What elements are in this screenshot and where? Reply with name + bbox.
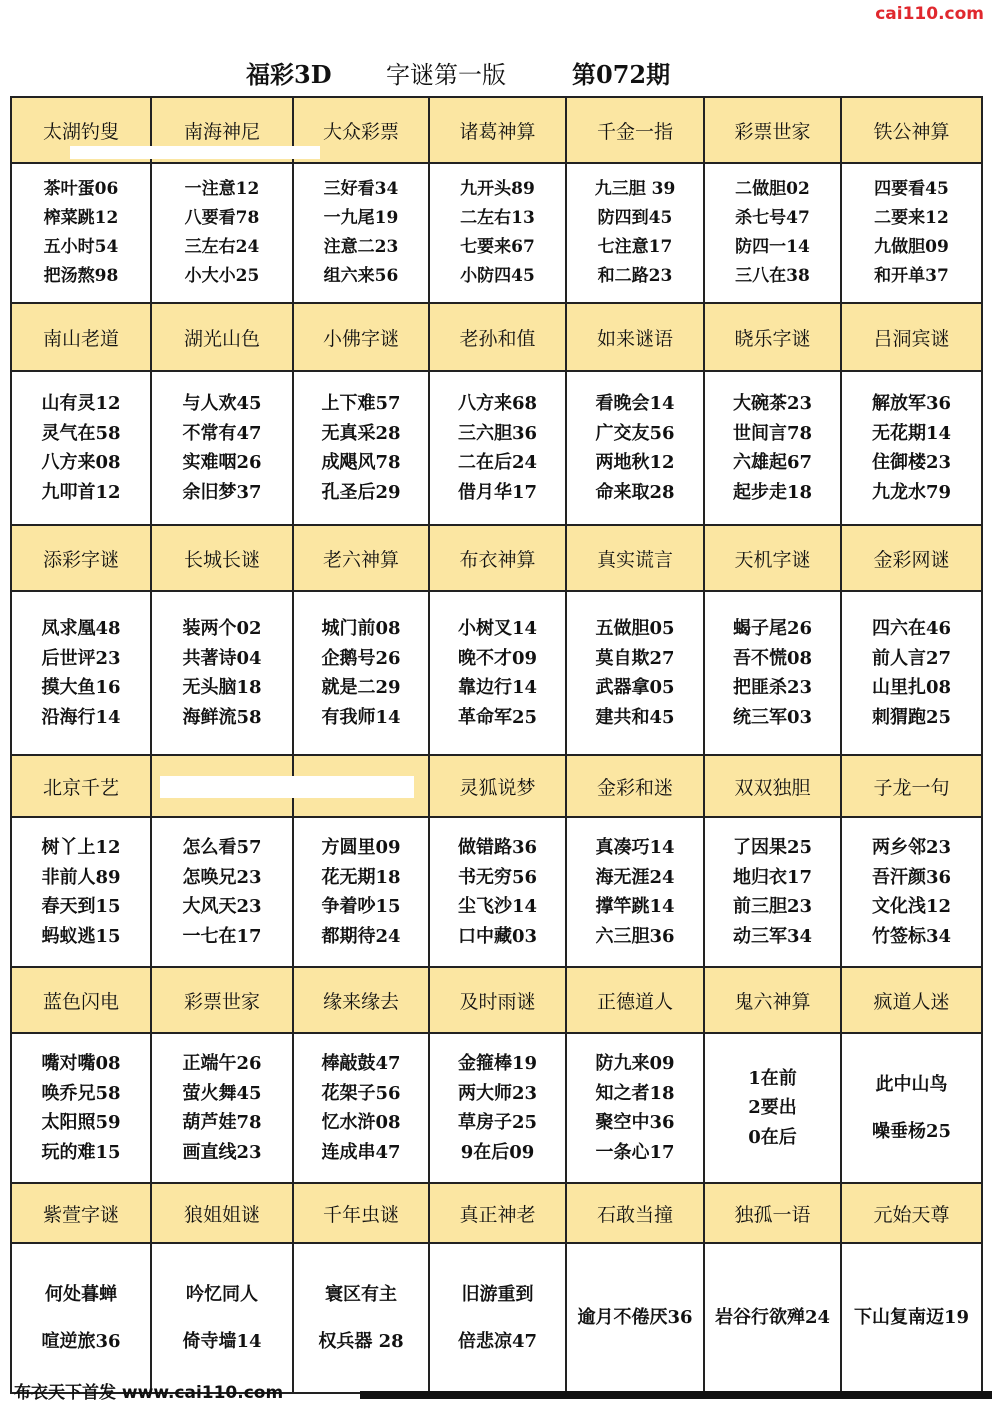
riddle-cell bbox=[12, 1244, 152, 1392]
riddle-line: 看晚会14 bbox=[595, 393, 675, 414]
riddle-line: 大风天23 bbox=[182, 896, 262, 917]
riddle-line: 把匪杀23 bbox=[732, 677, 813, 698]
riddle-cell bbox=[705, 1244, 842, 1392]
riddle-line: 两地秋12 bbox=[595, 452, 675, 473]
riddle-line: 金箍棒19 bbox=[457, 1053, 538, 1074]
header-row bbox=[12, 756, 981, 818]
riddle-line: 太阳照59 bbox=[41, 1112, 121, 1133]
riddle-line: 两大师23 bbox=[457, 1082, 538, 1104]
riddle-line: 动三军34 bbox=[732, 925, 813, 947]
riddle-cell bbox=[842, 164, 981, 302]
riddle-cell bbox=[430, 818, 567, 966]
riddle-line: 实难咽26 bbox=[182, 452, 262, 473]
riddle-line: 了因果25 bbox=[732, 837, 813, 858]
data-row bbox=[12, 372, 981, 526]
data-row bbox=[12, 592, 981, 756]
riddle-line: 九叩首12 bbox=[41, 481, 121, 503]
riddle-line: 春天到15 bbox=[41, 896, 121, 917]
column-header: 添彩字谜 bbox=[12, 526, 152, 590]
riddle-line: 9在后09 bbox=[460, 1141, 535, 1163]
riddle-cell bbox=[294, 164, 430, 302]
data-row bbox=[12, 1034, 981, 1184]
riddle-line: 方圆里09 bbox=[321, 837, 401, 858]
riddle-line: 成飓风78 bbox=[321, 452, 401, 473]
riddle-line: 八要看78 bbox=[184, 208, 260, 228]
riddle-line: 一注意12 bbox=[184, 179, 260, 199]
riddle-cell bbox=[842, 1034, 981, 1182]
riddle-cell bbox=[567, 1244, 705, 1392]
footer-rule bbox=[360, 1391, 992, 1399]
title-issue: 第072期 bbox=[572, 60, 671, 89]
riddle-line: 口中藏03 bbox=[457, 925, 538, 947]
riddle-line: 余旧梦37 bbox=[182, 481, 262, 503]
riddle-line: 海无涯24 bbox=[595, 866, 675, 888]
site-logo: cai110.com bbox=[875, 4, 984, 24]
riddle-line: 花架子56 bbox=[321, 1082, 401, 1104]
riddle-line: 把汤熬98 bbox=[43, 266, 119, 286]
riddle-line: 九三胆 39 bbox=[594, 179, 676, 199]
riddle-line: 四要看45 bbox=[874, 179, 949, 199]
column-header: 真正神老 bbox=[430, 1184, 567, 1242]
redaction-mark bbox=[160, 776, 414, 798]
riddle-line: 倚寺墙14 bbox=[182, 1331, 262, 1352]
riddle-line: 共著诗04 bbox=[182, 647, 262, 669]
riddle-line: 榨菜跳12 bbox=[43, 208, 119, 228]
riddle-line: 建共和45 bbox=[595, 706, 675, 728]
riddle-line: 借月华17 bbox=[457, 481, 538, 503]
riddle-line: 嘴对嘴08 bbox=[41, 1053, 121, 1074]
riddle-line: 无花期14 bbox=[871, 422, 952, 444]
riddle-line: 权兵器 28 bbox=[318, 1331, 404, 1352]
riddle-line: 山有灵12 bbox=[41, 393, 121, 414]
riddle-line: 非前人89 bbox=[41, 866, 121, 888]
riddle-line: 真凑巧14 bbox=[595, 837, 675, 858]
riddle-line: 组六来56 bbox=[323, 266, 399, 286]
riddle-cell bbox=[842, 592, 981, 754]
riddle-line: 山里扎08 bbox=[871, 677, 952, 698]
riddle-cell bbox=[152, 372, 294, 524]
column-header: 如来谜语 bbox=[567, 304, 705, 370]
column-header: 大众彩票 bbox=[294, 98, 430, 162]
riddle-line: 就是二29 bbox=[321, 677, 401, 698]
riddle-cell bbox=[842, 818, 981, 966]
riddle-line: 武器拿05 bbox=[595, 677, 675, 698]
riddle-line: 吟忆同人 bbox=[186, 1283, 258, 1305]
column-header: 紫萱字谜 bbox=[12, 1184, 152, 1242]
riddle-line: 树丫上12 bbox=[41, 837, 121, 858]
riddle-line: 三左右24 bbox=[184, 237, 260, 257]
riddle-line: 刺猬跑25 bbox=[871, 706, 952, 728]
riddle-cell bbox=[12, 592, 152, 754]
riddle-line: 茶叶蛋06 bbox=[43, 179, 119, 199]
riddle-line: 文化浅12 bbox=[871, 896, 952, 917]
riddle-cell bbox=[430, 1244, 567, 1392]
redaction-mark bbox=[70, 146, 320, 159]
riddle-line: 七要来67 bbox=[460, 237, 535, 257]
riddle-line: 喧逆旅36 bbox=[41, 1331, 121, 1352]
column-header: 湖光山色 bbox=[152, 304, 294, 370]
riddle-line: 画直线23 bbox=[182, 1141, 262, 1163]
riddle-line: 竹签标34 bbox=[871, 925, 952, 947]
riddle-cell bbox=[842, 1244, 981, 1392]
riddle-table bbox=[10, 96, 983, 1394]
riddle-cell bbox=[152, 1244, 294, 1392]
riddle-line: 三好看34 bbox=[323, 179, 399, 199]
column-header: 真实谎言 bbox=[567, 526, 705, 590]
column-header: 诸葛神算 bbox=[430, 98, 567, 162]
column-header: 灵狐说梦 bbox=[430, 756, 567, 816]
column-header: 彩票世家 bbox=[152, 968, 294, 1032]
column-header: 天机字谜 bbox=[705, 526, 842, 590]
riddle-cell bbox=[12, 1034, 152, 1182]
riddle-line: 吾不慌08 bbox=[732, 647, 813, 669]
column-header: 长城长谜 bbox=[152, 526, 294, 590]
riddle-line: 晚不才09 bbox=[457, 647, 538, 669]
column-header: 北京千艺 bbox=[12, 756, 152, 816]
riddle-line: 书无穷56 bbox=[457, 866, 538, 888]
riddle-cell bbox=[567, 372, 705, 524]
riddle-cell bbox=[152, 164, 294, 302]
riddle-line: 企鹅号26 bbox=[321, 647, 401, 669]
column-header: 铁公神算 bbox=[873, 120, 950, 143]
riddle-cell bbox=[294, 372, 430, 524]
data-row bbox=[12, 818, 981, 968]
riddle-cell bbox=[705, 164, 842, 302]
riddle-line: 都期待24 bbox=[321, 925, 401, 947]
riddle-line: 灵气在58 bbox=[41, 422, 121, 444]
riddle-line: 小树叉14 bbox=[457, 618, 538, 639]
riddle-line: 花无期18 bbox=[321, 866, 401, 888]
riddle-line: 知之者18 bbox=[595, 1082, 675, 1104]
riddle-cell bbox=[294, 1244, 430, 1392]
riddle-line: 寰区有主 bbox=[325, 1283, 397, 1305]
riddle-line: 地归衣17 bbox=[732, 866, 813, 888]
column-header: 吕洞宾谜 bbox=[873, 327, 950, 350]
riddle-cell bbox=[12, 818, 152, 966]
riddle-line: 有我师14 bbox=[321, 706, 401, 728]
data-row bbox=[12, 1244, 981, 1392]
page-title bbox=[0, 55, 992, 93]
riddle-cell bbox=[430, 1034, 567, 1182]
column-header: 晓乐字谜 bbox=[705, 304, 842, 370]
riddle-cell bbox=[430, 592, 567, 754]
riddle-line: 何处暮蝉 bbox=[45, 1283, 117, 1305]
riddle-line: 莫自欺27 bbox=[595, 647, 675, 669]
riddle-line: 九龙水79 bbox=[871, 481, 952, 503]
riddle-line: 九做胆09 bbox=[874, 237, 949, 257]
column-header: 独孤一语 bbox=[705, 1184, 842, 1242]
riddle-line: 二做胆02 bbox=[735, 179, 810, 199]
riddle-line: 争着吵15 bbox=[321, 896, 401, 917]
column-header: 千年虫谜 bbox=[294, 1184, 430, 1242]
riddle-line: 孔圣后29 bbox=[321, 481, 401, 503]
column-header: 南海神尼 bbox=[152, 98, 294, 162]
riddle-line: 解放军36 bbox=[871, 393, 952, 414]
column-header: 鬼六神算 bbox=[705, 968, 842, 1032]
riddle-line: 后世评23 bbox=[41, 647, 121, 669]
riddle-line: 沿海行14 bbox=[41, 706, 121, 728]
riddle-line: 无头脑18 bbox=[182, 677, 262, 698]
riddle-line: 无真采28 bbox=[321, 422, 401, 444]
riddle-line: 葫芦娃78 bbox=[182, 1112, 262, 1133]
riddle-line: 八方来68 bbox=[457, 393, 538, 414]
riddle-line: 尘飞沙14 bbox=[457, 896, 538, 917]
riddle-line: 小防四45 bbox=[460, 266, 535, 286]
riddle-line: 2要出 bbox=[748, 1097, 797, 1119]
riddle-line: 唤乔兄58 bbox=[41, 1082, 121, 1104]
riddle-line: 不常有47 bbox=[182, 422, 262, 444]
riddle-line: 前三胆23 bbox=[732, 896, 813, 917]
riddle-line: 玩的难15 bbox=[41, 1141, 121, 1163]
column-header: 疯道人迷 bbox=[873, 990, 950, 1013]
riddle-line: 住御楼23 bbox=[871, 452, 952, 473]
riddle-line: 草房子25 bbox=[457, 1112, 538, 1133]
riddle-line: 装两个02 bbox=[182, 618, 262, 639]
riddle-cell bbox=[430, 164, 567, 302]
riddle-cell bbox=[567, 164, 705, 302]
riddle-line: 大碗茶23 bbox=[732, 393, 813, 414]
riddle-line: 逾月不倦厌36 bbox=[577, 1307, 693, 1329]
riddle-line: 撑竿跳14 bbox=[595, 896, 675, 917]
riddle-line: 二要来12 bbox=[874, 208, 949, 228]
riddle-line: 倍悲凉47 bbox=[457, 1331, 538, 1352]
riddle-cell bbox=[294, 1034, 430, 1182]
riddle-line: 凤求凰48 bbox=[41, 618, 121, 639]
column-header: 老六神算 bbox=[294, 526, 430, 590]
riddle-cell bbox=[567, 818, 705, 966]
riddle-line: 旧游重到 bbox=[461, 1283, 534, 1305]
riddle-cell bbox=[152, 818, 294, 966]
riddle-cell bbox=[152, 592, 294, 754]
column-header: 南山老道 bbox=[12, 304, 152, 370]
column-header: 双双独胆 bbox=[705, 756, 842, 816]
riddle-cell bbox=[12, 164, 152, 302]
riddle-line: 三八在38 bbox=[735, 266, 810, 286]
riddle-line: 两乡邻23 bbox=[871, 837, 952, 858]
riddle-line: 海鲜流58 bbox=[182, 706, 262, 728]
riddle-line: 前人言27 bbox=[871, 647, 952, 669]
riddle-line: 岩谷行欲殚24 bbox=[714, 1307, 831, 1329]
column-header: 老孙和值 bbox=[430, 304, 567, 370]
riddle-cell bbox=[842, 372, 981, 524]
column-header: 金彩和迷 bbox=[567, 756, 705, 816]
riddle-line: 革命军25 bbox=[457, 706, 538, 728]
riddle-line: 三六胆36 bbox=[457, 422, 538, 444]
riddle-line: 下山复南迈19 bbox=[853, 1307, 970, 1329]
riddle-line: 上下难57 bbox=[321, 393, 401, 414]
riddle-line: 广交友56 bbox=[595, 422, 675, 444]
riddle-line: 一条心17 bbox=[595, 1141, 675, 1163]
riddle-line: 和开单37 bbox=[874, 266, 949, 286]
header-row bbox=[12, 304, 981, 372]
column-header: 太湖钓叟 bbox=[12, 98, 152, 162]
column-header: 千金一指 bbox=[567, 98, 705, 162]
riddle-line: 一九尾19 bbox=[323, 208, 399, 228]
column-header: 狼姐姐谜 bbox=[152, 1184, 294, 1242]
header-row bbox=[12, 526, 981, 592]
riddle-cell bbox=[705, 372, 842, 524]
riddle-cell bbox=[294, 818, 430, 966]
riddle-line: 城门前08 bbox=[321, 618, 401, 639]
column-header: 元始天尊 bbox=[873, 1203, 950, 1226]
riddle-line: 五小时54 bbox=[43, 237, 119, 257]
riddle-line: 命来取28 bbox=[595, 481, 675, 503]
column-header: 蓝色闪电 bbox=[12, 968, 152, 1032]
riddle-cell bbox=[705, 592, 842, 754]
riddle-line: 蝎子尾26 bbox=[732, 618, 813, 639]
riddle-line: 棒敲鼓47 bbox=[321, 1053, 401, 1074]
riddle-line: 注意二23 bbox=[323, 237, 399, 257]
riddle-line: 此中山鸟 bbox=[875, 1073, 948, 1095]
footer-source: 布衣天下首发 www.cai110.com bbox=[14, 1383, 284, 1403]
riddle-cell bbox=[430, 372, 567, 524]
riddle-line: 防九来09 bbox=[595, 1053, 675, 1074]
column-header: 布衣神算 bbox=[430, 526, 567, 590]
column-header: 金彩网谜 bbox=[873, 548, 950, 571]
riddle-cell bbox=[567, 1034, 705, 1182]
riddle-line: 世间言78 bbox=[732, 422, 813, 444]
data-row bbox=[12, 164, 981, 304]
riddle-line: 与人欢45 bbox=[182, 393, 262, 414]
riddle-line: 杀七号47 bbox=[735, 208, 810, 228]
riddle-cell bbox=[705, 1034, 842, 1182]
riddle-line: 六三胆36 bbox=[595, 925, 675, 947]
column-header: 及时雨谜 bbox=[430, 968, 567, 1032]
riddle-line: 噪垂杨25 bbox=[871, 1121, 952, 1142]
riddle-line: 吾汗颜36 bbox=[871, 866, 952, 888]
column-header: 小佛字谜 bbox=[294, 304, 430, 370]
header-row bbox=[12, 968, 981, 1034]
riddle-line: 萤火舞45 bbox=[182, 1082, 262, 1104]
riddle-line: 正端午26 bbox=[182, 1053, 262, 1074]
riddle-line: 一七在17 bbox=[182, 925, 262, 947]
riddle-line: 0在后 bbox=[748, 1126, 797, 1148]
column-header: 石敢当撞 bbox=[567, 1184, 705, 1242]
riddle-line: 忆水浒08 bbox=[321, 1112, 401, 1133]
riddle-cell bbox=[12, 372, 152, 524]
riddle-line: 怎唤兄23 bbox=[182, 866, 262, 888]
riddle-line: 1在前 bbox=[748, 1067, 797, 1089]
riddle-line: 五做胆05 bbox=[595, 618, 675, 639]
riddle-line: 连成串47 bbox=[321, 1141, 401, 1163]
riddle-cell bbox=[152, 1034, 294, 1182]
riddle-line: 起步走18 bbox=[732, 481, 813, 503]
riddle-line: 防四一14 bbox=[735, 237, 810, 257]
header-row bbox=[12, 1184, 981, 1244]
riddle-line: 八方来08 bbox=[41, 452, 121, 473]
column-header: 彩票世家 bbox=[705, 98, 842, 162]
riddle-line: 小大小25 bbox=[184, 266, 260, 286]
riddle-line: 聚空中36 bbox=[595, 1112, 675, 1133]
riddle-cell bbox=[705, 818, 842, 966]
riddle-line: 和二路23 bbox=[597, 266, 673, 286]
title-edition: 字谜第一版 bbox=[386, 61, 506, 89]
riddle-line: 二左右13 bbox=[460, 208, 535, 228]
riddle-line: 四六在46 bbox=[871, 618, 952, 639]
column-header: 缘来缘去 bbox=[294, 968, 430, 1032]
riddle-line: 蚂蚁逃15 bbox=[41, 925, 121, 947]
riddle-line: 二在后24 bbox=[457, 452, 538, 473]
riddle-line: 摸大鱼16 bbox=[41, 677, 121, 698]
column-header: 子龙一句 bbox=[873, 776, 950, 799]
riddle-line: 统三军03 bbox=[732, 706, 813, 728]
title-lottery: 福彩3D bbox=[246, 60, 332, 89]
riddle-line: 九开头89 bbox=[460, 179, 535, 199]
riddle-line: 六雄起67 bbox=[732, 452, 813, 473]
riddle-line: 做错路36 bbox=[457, 837, 538, 858]
riddle-line: 七注意17 bbox=[597, 237, 673, 257]
riddle-cell bbox=[294, 592, 430, 754]
column-header: 正德道人 bbox=[567, 968, 705, 1032]
riddle-line: 怎么看57 bbox=[182, 837, 262, 858]
riddle-cell bbox=[567, 592, 705, 754]
riddle-line: 防四到45 bbox=[597, 208, 673, 228]
riddle-line: 靠边行14 bbox=[457, 677, 538, 698]
